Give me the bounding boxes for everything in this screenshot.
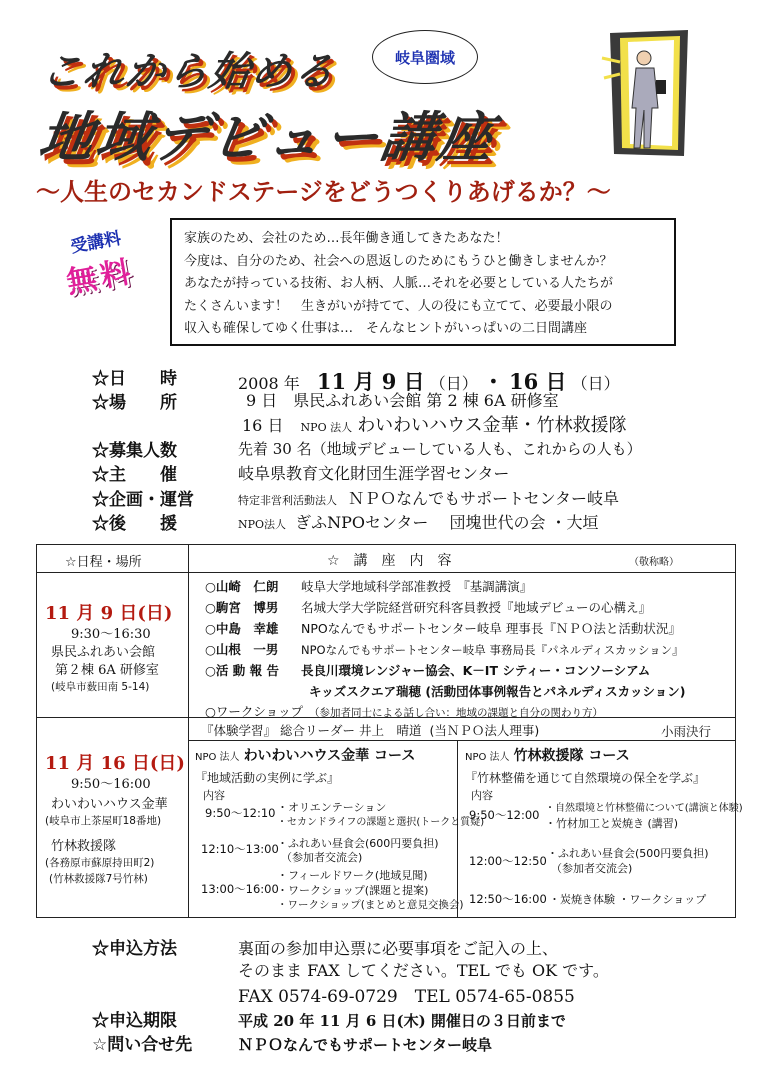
- apply-line1: 裏面の参加申込票に必要事項をご記入の上、: [238, 939, 559, 958]
- courseA-time: 13:00～16:00: [201, 882, 279, 896]
- courseA-item: ・セカンドライフの課題と選択(トークと質疑): [277, 817, 485, 828]
- date-second: 16 日: [508, 369, 567, 394]
- day2-header-note: (当ＮＰＯ法人理事): [429, 723, 540, 738]
- deadline: 平成 20 年 11 月 6 日(木) 開催日の３日前まで: [238, 1012, 566, 1030]
- day1-room: 第２棟 6A 研修室: [55, 663, 159, 678]
- date-label: ☆日 時: [92, 369, 177, 389]
- courseB-item: （参加者交流会): [551, 862, 633, 875]
- intro-line: 収入も確保してゆく仕事は… そんなヒントがいっぱいの二日間講座: [184, 321, 588, 336]
- host: 岐阜県教育文化財団生涯学習センター: [238, 464, 510, 483]
- day2-venue2: 竹林救援隊: [51, 839, 117, 854]
- contact: ＮＰＯなんでもサポートセンター岐阜: [238, 1036, 492, 1054]
- place-1: 9 日 県民ふれあい会館 第 2 棟 6A 研修室: [246, 391, 559, 410]
- host-label: ☆主 催: [92, 465, 177, 485]
- region-badge: 岐阜圏域: [372, 30, 478, 84]
- courseA-item: ・ふれあい昼食会(600円要負担): [277, 837, 439, 850]
- lecturer-name: ○山根 一男: [205, 642, 279, 657]
- report-label: ○活 動 報 告: [205, 663, 279, 678]
- title-line1: これから始める: [38, 49, 339, 95]
- contact-label: ☆問い合せ先: [92, 1035, 193, 1055]
- plan-label: ☆企画・運営: [92, 490, 194, 510]
- rain-note: 小雨決行: [661, 724, 712, 739]
- courseB-prefix: NPO 法人: [465, 752, 510, 763]
- lecturer-name: ○駒宮 博男: [205, 600, 279, 615]
- schedule-table: [36, 544, 743, 918]
- table-head-note: （敬称略）: [629, 557, 679, 568]
- courseA-time: 9:50～12:10: [205, 806, 276, 820]
- plan: ＮＰＯなんでもサポートセンター岐阜: [348, 489, 619, 508]
- courseB-time: 9:50～12:00: [469, 808, 540, 822]
- courseB-content-label: 内容: [471, 789, 493, 802]
- place-label: ☆場 所: [92, 393, 177, 413]
- contact-fax-tel: FAX 0574-69-0729 TEL 0574-65-0855: [238, 987, 575, 1007]
- lecturer-desc: NPOなんでもサポートセンター岐阜 事務局長『パネルディスカッション』: [301, 643, 684, 657]
- deadline-label: ☆申込期限: [92, 1011, 177, 1031]
- day2-venue1-address: (岐阜市上茶屋町18番地): [45, 815, 162, 827]
- apply-line2: そのまま FAX してください。TEL でも OK です。: [238, 961, 609, 980]
- lecturer-desc: 岐阜大学地域科学部准教授 『基調講演』: [301, 579, 533, 594]
- table-head-content: ☆ 講 座 内 容: [327, 553, 452, 569]
- courseA-item: ・オリエンテーション: [277, 801, 387, 814]
- fee-value: 無料: [64, 254, 138, 301]
- intro-box: [170, 218, 676, 346]
- courseB-time: 12:50～16:00: [469, 892, 547, 906]
- date-day1: （日）: [429, 374, 478, 393]
- date-main: 11 月 9 日: [316, 369, 425, 394]
- day1-address: (岐阜市薮田南 5-14): [51, 681, 150, 693]
- day2-header: 『体験学習』 総合リーダー 井上 晴道: [201, 723, 422, 738]
- date-year: 2008 年: [238, 374, 300, 393]
- subtitle: ～人生のセカンドステージをどうつくりあげるか？～: [36, 178, 611, 206]
- day1-time: 9:30～16:30: [71, 627, 151, 642]
- day2-venue2-address: (各務原市蘇原持田町2): [45, 857, 155, 869]
- courseB-item: ・自然環境と竹林整備について(講演と体験): [545, 803, 743, 814]
- courseA-theme: 『地域活動の実例に学ぶ』: [195, 771, 340, 785]
- lecturer-desc: NPOなんでもサポートセンター岐阜 理事長『ＮＰＯ法と活動状況』: [301, 621, 681, 636]
- day2-venue1: わいわいハウス金華: [51, 797, 168, 812]
- place-2-day: 16 日: [242, 416, 284, 435]
- lecturer-name: ○山崎 仁朗: [205, 579, 279, 594]
- courseA-item: ・ワークショップ(まとめと意見交換会): [277, 899, 464, 911]
- courseA-content-label: 内容: [203, 789, 225, 802]
- day1-date: 11 月 9 日(日): [45, 603, 173, 624]
- fee-badge: [62, 226, 170, 301]
- date-day2: （日）: [571, 374, 620, 393]
- day2-time: 9:50～16:00: [71, 777, 151, 792]
- apply-label: ☆申込方法: [92, 939, 177, 959]
- courseB-time: 12:00～12:50: [469, 854, 547, 868]
- place-2: わいわいハウス金華・竹林救援隊: [357, 415, 627, 436]
- intro-line: 今度は、自分のため、社会への恩返しのためにもうひと働きしませんか？: [184, 253, 613, 269]
- table-head-schedule: ☆日程・場所: [65, 555, 142, 570]
- place-2-npo: NPO 法人: [300, 421, 353, 434]
- support-prefix: NPO法人: [238, 518, 287, 531]
- courseA-prefix: NPO 法人: [195, 752, 240, 763]
- day2-venue2-note: (竹林救援隊7号竹林): [49, 873, 148, 885]
- lecturer-name: ○中島 幸雄: [205, 621, 279, 636]
- capacity-label: ☆募集人数: [92, 441, 177, 461]
- intro-line: 家族のため、会社のため…長年働き通してきたあなた！: [184, 231, 509, 246]
- courseB-title: 竹林救援隊 コース: [513, 748, 630, 764]
- courseA-item: ・ワークショップ(課題と提案): [277, 884, 429, 897]
- courseB-theme: 『竹林整備を通じて自然環境の保全を学ぶ』: [465, 771, 706, 785]
- courseB-item: ・竹材加工と炭焼き (講習): [545, 817, 679, 830]
- fee-label: 受講料: [69, 228, 123, 258]
- date-sep: ・: [482, 369, 504, 394]
- plan-prefix: 特定非営利活動法人: [238, 494, 337, 507]
- day1-venue: 県民ふれあい会館: [51, 645, 156, 660]
- support: ぎふNPOセンター 団塊世代の会 ・大垣: [295, 513, 599, 532]
- man-figure-illustration: [600, 28, 690, 158]
- capacity: 先着 30 名（地域デビューしている人も、これからの人も）: [238, 440, 642, 458]
- courseA-item: ・フィールドワーク(地域見聞): [277, 869, 428, 882]
- report-desc: 長良川環境レンジャー協会、K－IT シティー・コンソーシアム: [301, 663, 651, 678]
- title-line2: 地域デビュー講座: [35, 106, 500, 169]
- intro-line: たくさんいます！ 生きがいが持てて、人の役にも立てて、必要最小限の: [184, 298, 613, 314]
- courseB-item: ・炭焼き体験 ・ワークショップ: [549, 893, 707, 906]
- workshop-note: （参加者同士による話し合い：地域の課題と自分の関わり方）: [309, 707, 603, 719]
- workshop-label: ○ワークショップ: [205, 704, 304, 719]
- courseB-item: ・ふれあい昼食会(500円要負担): [547, 847, 709, 860]
- support-label: ☆後 援: [92, 514, 177, 534]
- courseA-time: 12:10～13:00: [201, 842, 279, 856]
- courseA-title: わいわいハウス金華 コース: [243, 748, 416, 764]
- day2-date: 11 月 16 日(日): [45, 753, 185, 774]
- report-desc-2: キッズスクエア瑞穂 (活動団体事例報告とパネルディスカッション): [309, 684, 686, 699]
- courseA-item: （参加者交流会): [281, 851, 363, 864]
- lecturer-desc: 名城大学大学院経営研究科客員教授『地域デビューの心構え』: [301, 600, 652, 615]
- intro-line: あなたが持っている技術、お人柄、人脈…それを必要としている人たちが: [184, 276, 614, 291]
